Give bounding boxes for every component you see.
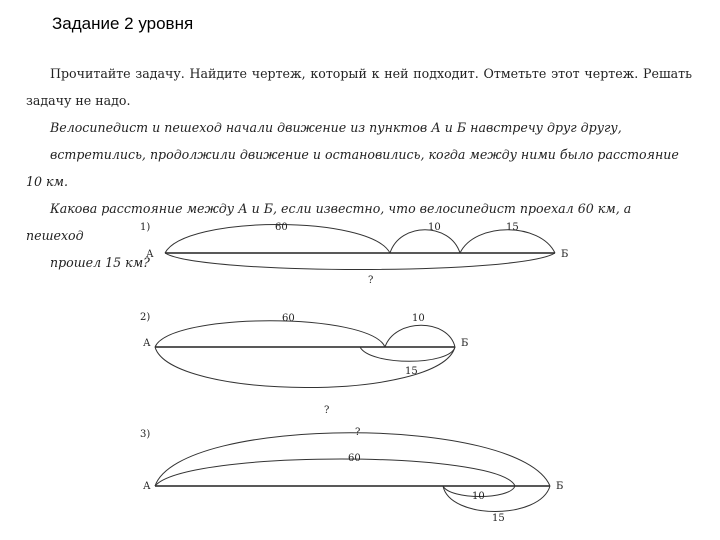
drawing-3-arc-cyclist: [155, 459, 515, 486]
problem-line-3: Какова расстояние между А и Б, если известно, что велосипедист проехал 60 км, а пешеход: [26, 201, 632, 243]
drawing-1-label-unknown: ?: [368, 275, 374, 286]
drawing-3-arc-walker: [443, 486, 550, 512]
drawing-3-label-10: 10: [472, 491, 485, 502]
drawing-2-arc-gap: [385, 325, 455, 347]
drawing-1-label-15: 15: [506, 222, 519, 233]
drawing-1[interactable]: [140, 222, 568, 286]
drawing-3[interactable]: [140, 427, 563, 524]
drawing-2-point-a: А: [143, 338, 151, 349]
drawing-1-number: 1): [140, 222, 151, 233]
drawing-2-point-b: Б: [461, 338, 469, 349]
drawing-2-arc-cyclist: [155, 321, 385, 347]
drawing-3-label-15: 15: [492, 513, 505, 524]
drawing-2-label-60: 60: [282, 313, 295, 324]
drawing-2-arc-walker: [360, 347, 455, 361]
drawing-2[interactable]: [140, 312, 468, 416]
drawing-1-arc-gap: [390, 230, 460, 253]
task-instruction-line-1: Прочитайте задачу. Найдите чертеж, который к ней подходит. Отметьте этот чертеж. Решать: [50, 66, 692, 81]
drawing-3-number: 3): [140, 429, 151, 440]
drawing-3-point-b: Б: [556, 481, 564, 492]
drawing-1-arc-unknown: [165, 253, 555, 270]
problem-line-4: прошел 15 км?: [50, 255, 150, 270]
problem-line-1: Велосипедист и пешеход начали движение из пунктов А и Б навстречу друг другу,: [50, 120, 622, 135]
slide-title: Задание 2 уровня: [52, 14, 194, 33]
drawing-3-label-unknown: ?: [355, 427, 361, 438]
task-instruction-line-2: задачу не надо.: [26, 93, 131, 108]
drawing-1-arc-walker: [460, 230, 555, 253]
drawing-3-point-a: А: [143, 481, 151, 492]
drawing-1-point-b: Б: [561, 249, 569, 260]
drawing-1-label-60: 60: [275, 222, 288, 233]
drawing-2-number: 2): [140, 312, 151, 323]
drawing-2-label-10: 10: [412, 313, 425, 324]
drawing-1-point-a: А: [146, 249, 154, 260]
drawing-3-label-60: 60: [348, 453, 361, 464]
problem-line-2: встретились, продолжили движение и остановились, когда между ними было расстояние 10 км.: [26, 147, 679, 189]
drawing-2-label-15: 15: [405, 366, 418, 377]
drawing-1-label-10: 10: [428, 222, 441, 233]
drawing-2-label-unknown: ?: [324, 405, 330, 416]
